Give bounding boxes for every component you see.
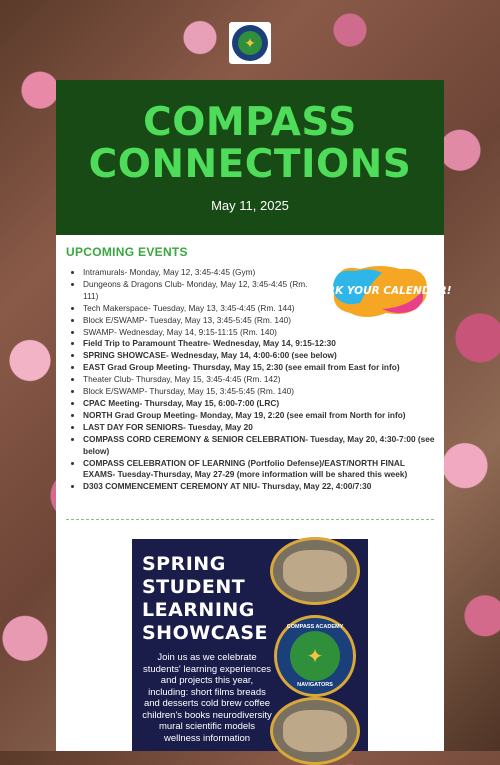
event-item: • Block E/SWAMP- Tuesday, May 13, 3:45-5:45 (Rm. 140) xyxy=(83,315,436,327)
event-item: • COMPASS CELEBRATION OF LEARNING (Portfolio Defense)/EAST/NORTH FINAL EXAMS- Tuesday-Thursday, May 27-29 (more information will be shared this week) xyxy=(83,458,436,482)
event-item: • Intramurals- Monday, May 12, 3:45-4:45 (Gym) xyxy=(83,267,436,279)
event-item: • Field Trip to Paramount Theatre- Wednesday, May 14, 9:15-12:30 xyxy=(83,338,436,350)
poster-seal-icon: COMPASS ACADEMY ✦ NAVIGATORS xyxy=(274,615,356,697)
event-item: • LAST DAY FOR SENIORS- Tuesday, May 20 xyxy=(83,422,436,434)
badge-text: MARK YOUR CALENDAR! xyxy=(308,285,452,297)
event-item: • Theater Club- Thursday, May 15, 3:45-4:45 (Rm. 142) xyxy=(83,374,436,386)
event-item: • NORTH Grad Group Meeting- Monday, May 19, 2:20 (see email from North for info) xyxy=(83,410,436,422)
poster-body: Join us as we celebrate students' learning experiences and projects this year, including: short films breads and desserts cold brew coffee children's books neurodiversity mural scientific models wellness information xyxy=(142,652,272,744)
event-item: • SPRING SHOWCASE- Wednesday, May 14, 4:00-6:00 (see below) xyxy=(83,350,436,362)
upcoming-events-heading: UPCOMING EVENTS xyxy=(66,245,188,259)
event-item: • COMPASS CORD CEREMONY & SENIOR CELEBRATION- Tuesday, May 20, 4:30-7:00 (see below) xyxy=(83,434,436,458)
event-item: • Block E/SWAMP- Thursday, May 15, 3:45-5:45 (Rm. 140) xyxy=(83,386,436,398)
newsletter-title: COMPASS CONNECTIONS xyxy=(88,100,412,187)
spring-showcase-poster[interactable] xyxy=(132,539,368,751)
event-item: • Tech Makerspace- Tuesday, May 13, 3:45-4:45 (Rm. 144) xyxy=(83,303,436,315)
newsletter-card xyxy=(56,80,452,751)
newsletter-header xyxy=(56,80,444,235)
poster-photo-top xyxy=(270,537,360,605)
event-item: • EAST Grad Group Meeting- Thursday, May 15, 2:30 (see email from East for info) xyxy=(83,362,436,374)
mark-your-calendar-badge xyxy=(308,263,452,321)
poster-photo-bottom xyxy=(270,697,360,765)
seal-top-text: COMPASS ACADEMY xyxy=(286,624,344,630)
event-item: • SWAMP- Wednesday, May 14, 9:15-11:15 (Rm. 140) xyxy=(83,327,436,339)
event-item: • CPAC Meeting- Thursday, May 15, 6:00-7:00 (LRC) xyxy=(83,398,436,410)
section-divider xyxy=(66,519,434,520)
poster-title: SPRING STUDENT LEARNING SHOWCASE xyxy=(142,553,269,644)
newsletter-date: May 11, 2025 xyxy=(211,198,289,213)
seal-bottom-text: NAVIGATORS xyxy=(297,682,333,688)
school-logo xyxy=(229,22,271,64)
event-item: • Dungeons & Dragons Club- Monday, May 12, 3:45-4:45 (Rm. 111) xyxy=(83,279,436,303)
compass-academy-seal-icon: ✦ xyxy=(232,25,268,61)
event-item: • D303 COMMENCEMENT CEREMONY AT NIU- Thursday, May 22, 4:00/7:30 xyxy=(83,481,436,493)
